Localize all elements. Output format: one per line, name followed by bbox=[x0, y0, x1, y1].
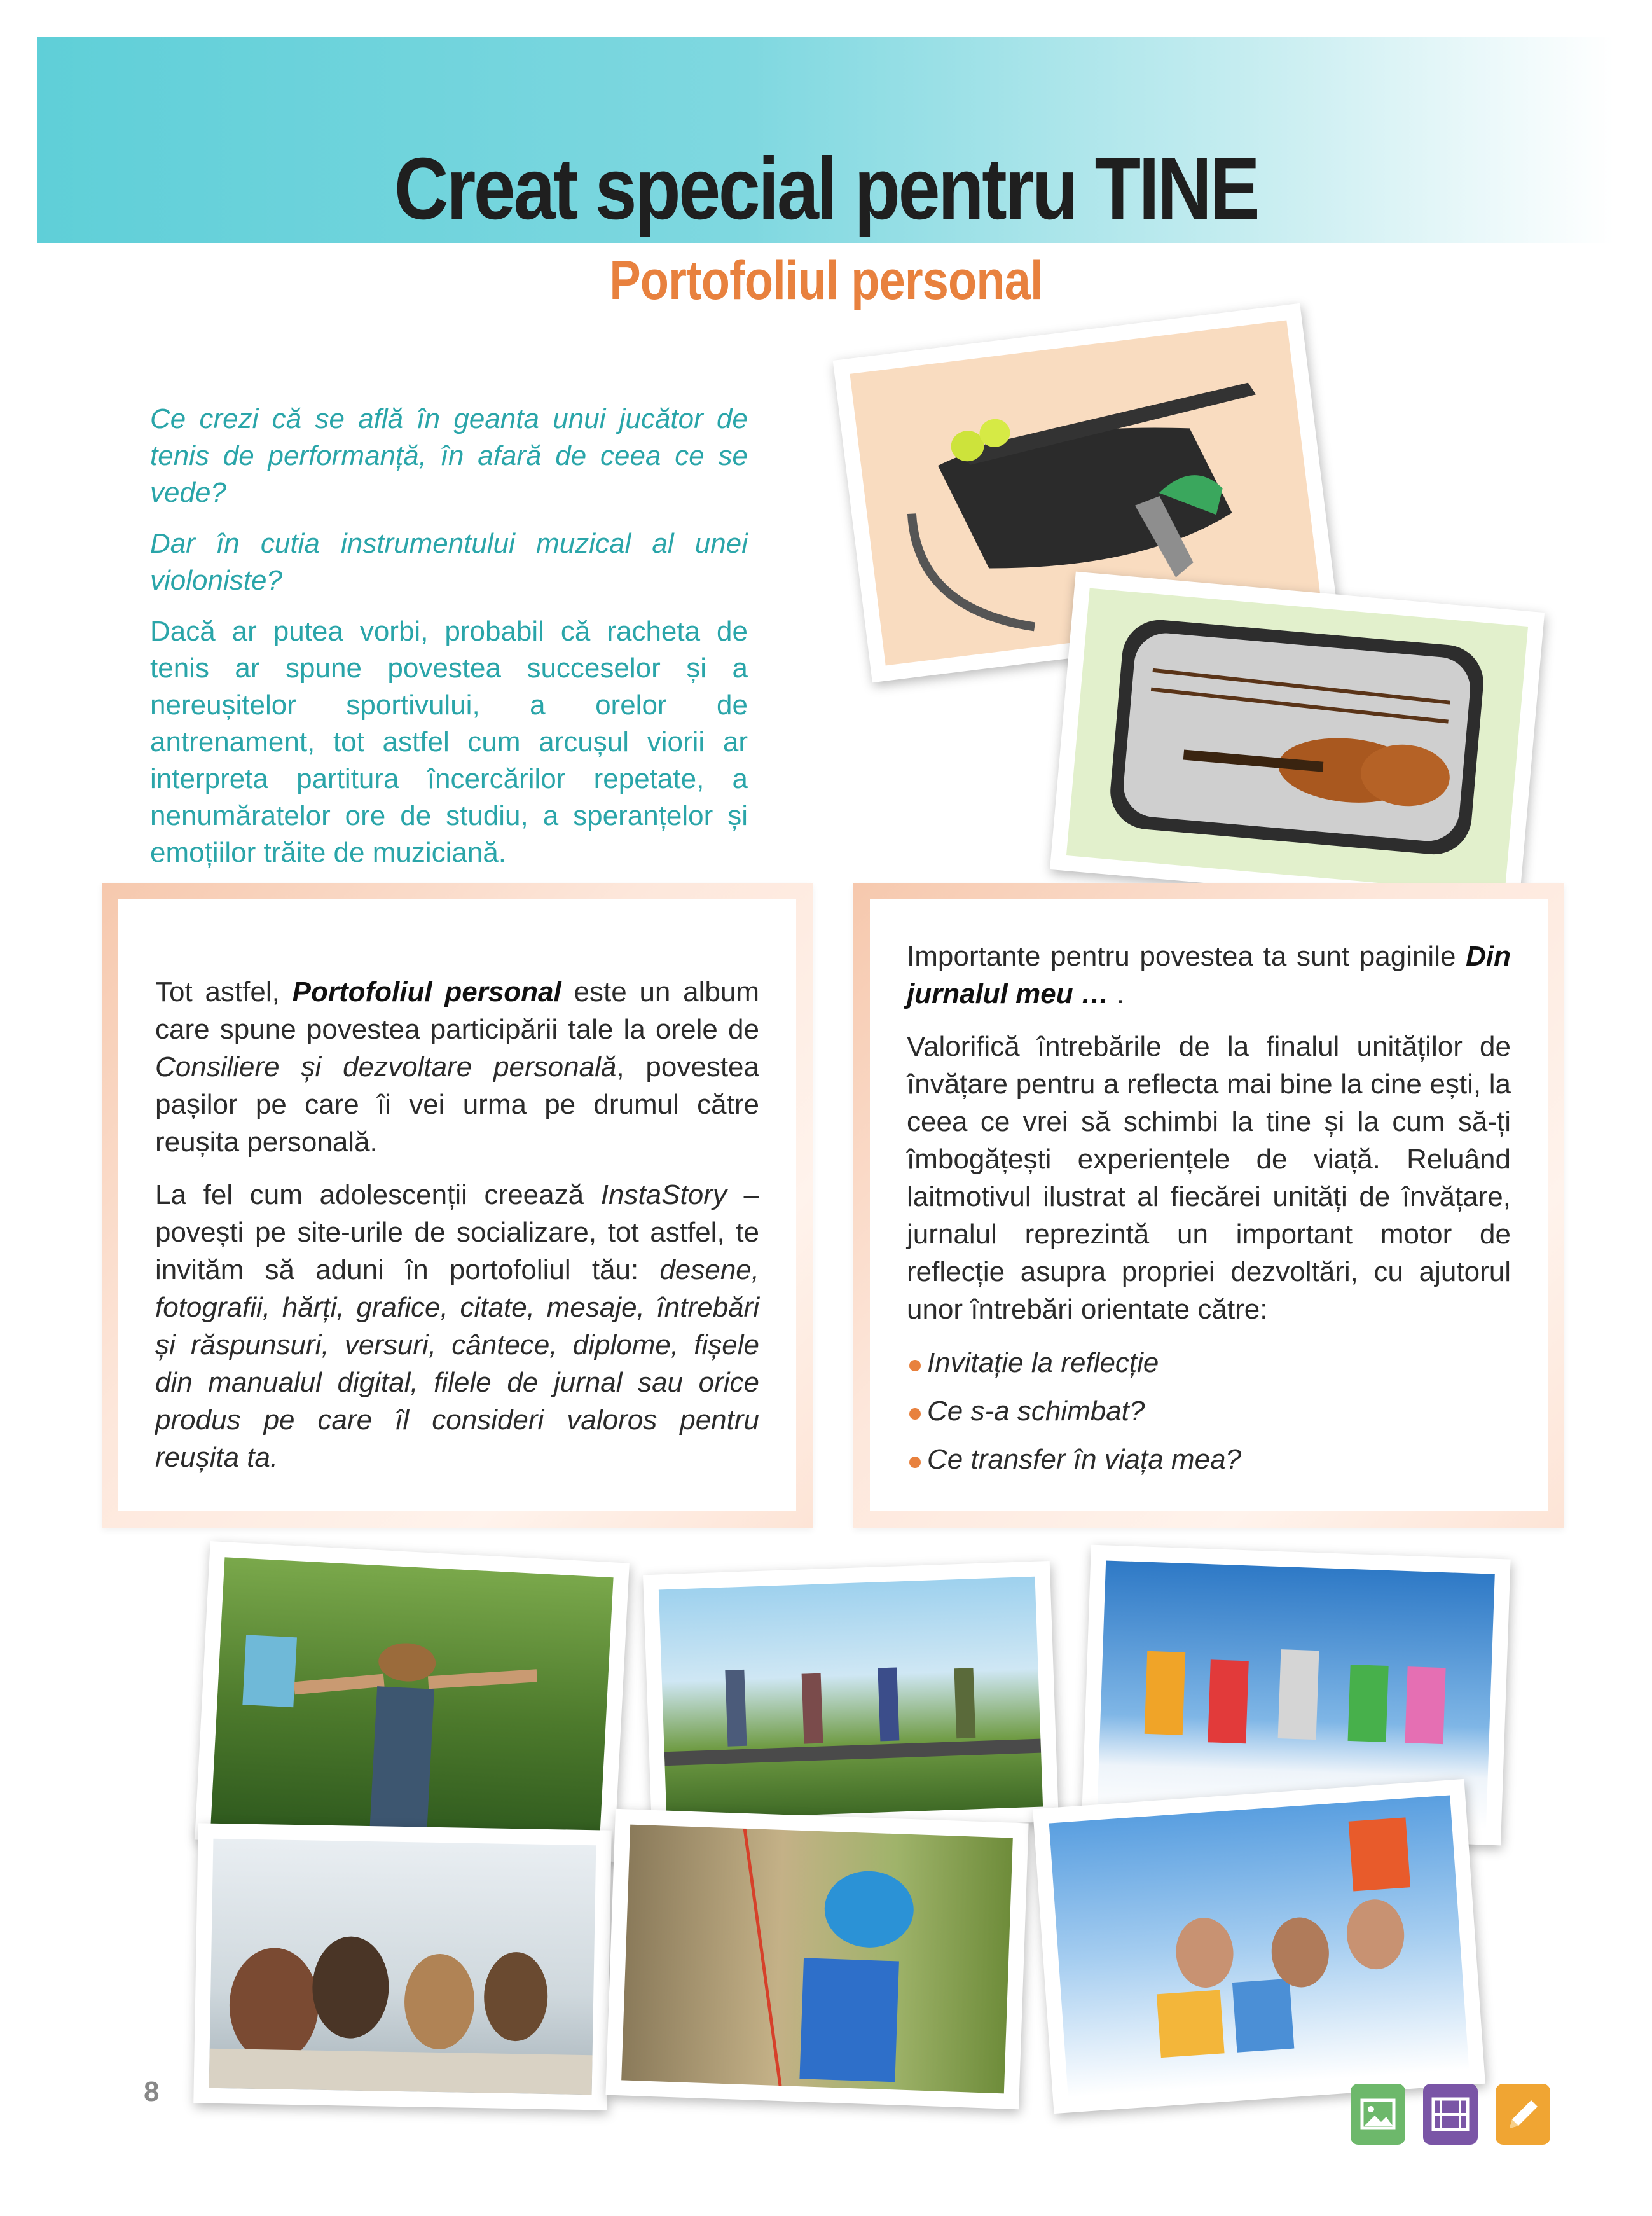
text-run: La fel cum adolescenții creează bbox=[155, 1179, 601, 1210]
explorer-photo bbox=[195, 1541, 630, 1862]
text-run: este un album care spune povestea participării tale la orele de bbox=[155, 976, 759, 1045]
text-run: , povestea pașilor pe care îi vei urma pe drumul către reușita personală. bbox=[155, 1051, 759, 1158]
text-run: Tot astfel, bbox=[155, 976, 293, 1008]
climbing-girl-photo bbox=[605, 1809, 1028, 2109]
right-paragraph-2: Valorifică întrebările de la finalul unităților de învățare pentru a reflecta mai bine la cine ești, la ceea ce vrei să schimbi la tine și la cum să-ți îmbogățești experiențele de viață. Reluând laitmotivul ilustrat al fiecărei unități de învățare, jurnalul reprezintă un important motor de reflecție asupra propriei dezvoltări, cu ajutorul unor întrebări orientate către: bbox=[907, 1031, 1511, 1325]
emphasis-instastory: InstaStory bbox=[600, 1179, 727, 1210]
text-run: – povești pe site-urile de socializare, tot astfel, te invităm să aduni în portofoliul tău: bbox=[155, 1179, 759, 1285]
film-icon[interactable] bbox=[1423, 2084, 1478, 2145]
students-with-folders-photo bbox=[1033, 1779, 1485, 2114]
text-run: Importante pentru povestea ta sunt paginile bbox=[907, 941, 1466, 972]
emphasis-list: desene, fotografii, hărți, grafice, citate, mesaje, întrebări și răspunsuri, versuri, cântece, diplome, fișele din manualul digital, filele de jurnal sau orice produs pe care îl consideri valoros pentru reușita ta. bbox=[155, 1254, 759, 1473]
emphasis-journal: Din jurnalul meu … bbox=[907, 941, 1511, 1009]
emphasis-portfolio: Portofoliul personal bbox=[292, 976, 561, 1008]
classroom-students-photo bbox=[193, 1823, 612, 2110]
list-item: Ce s-a schimbat? bbox=[927, 1392, 1511, 1431]
left-paragraph-1 bbox=[155, 973, 759, 1161]
list-item: Ce transfer în viața mea? bbox=[927, 1440, 1511, 1479]
hikers-bridge-photo bbox=[643, 1561, 1059, 1836]
portfolio-description-text bbox=[155, 973, 759, 1492]
intro-text bbox=[150, 401, 748, 885]
right-paragraph-1 bbox=[907, 938, 1511, 1013]
page-title: Creat special pentru TINE bbox=[394, 140, 1258, 238]
list-item: Invitație la reflecție bbox=[927, 1343, 1511, 1383]
reflection-list bbox=[907, 1343, 1511, 1479]
page-number: 8 bbox=[144, 2076, 160, 2107]
left-paragraph-2 bbox=[155, 1176, 759, 1476]
intro-paragraph: Ce crezi că se află în geanta unui jucător de tenis de performanță, în afară de ceea ce se vede? bbox=[150, 403, 748, 508]
violin-case-photo bbox=[1050, 572, 1545, 911]
page-subtitle: Portofoliul personal bbox=[609, 250, 1043, 311]
intro-paragraph: Dacă ar putea vorbi, probabil că racheta de tenis ar spune povestea succeselor și a nereușitelor sportivului, a orelor de antrenament, tot astfel cum arcușul viorii ar interpreta partitura încercărilor repetate, a nenumăratelor ore de studiu, a speranțelor și emoțiilor trăite de muziciană. bbox=[150, 616, 748, 868]
pencil-icon[interactable] bbox=[1496, 2084, 1550, 2145]
journal-description-text bbox=[907, 938, 1511, 1488]
image-icon[interactable] bbox=[1351, 2084, 1405, 2145]
text-run: . bbox=[1108, 978, 1125, 1009]
emphasis-subject: Consiliere și dezvoltare personală bbox=[155, 1051, 617, 1083]
intro-paragraph: Dar în cutia instrumentului muzical al unei violoniste? bbox=[150, 528, 748, 596]
